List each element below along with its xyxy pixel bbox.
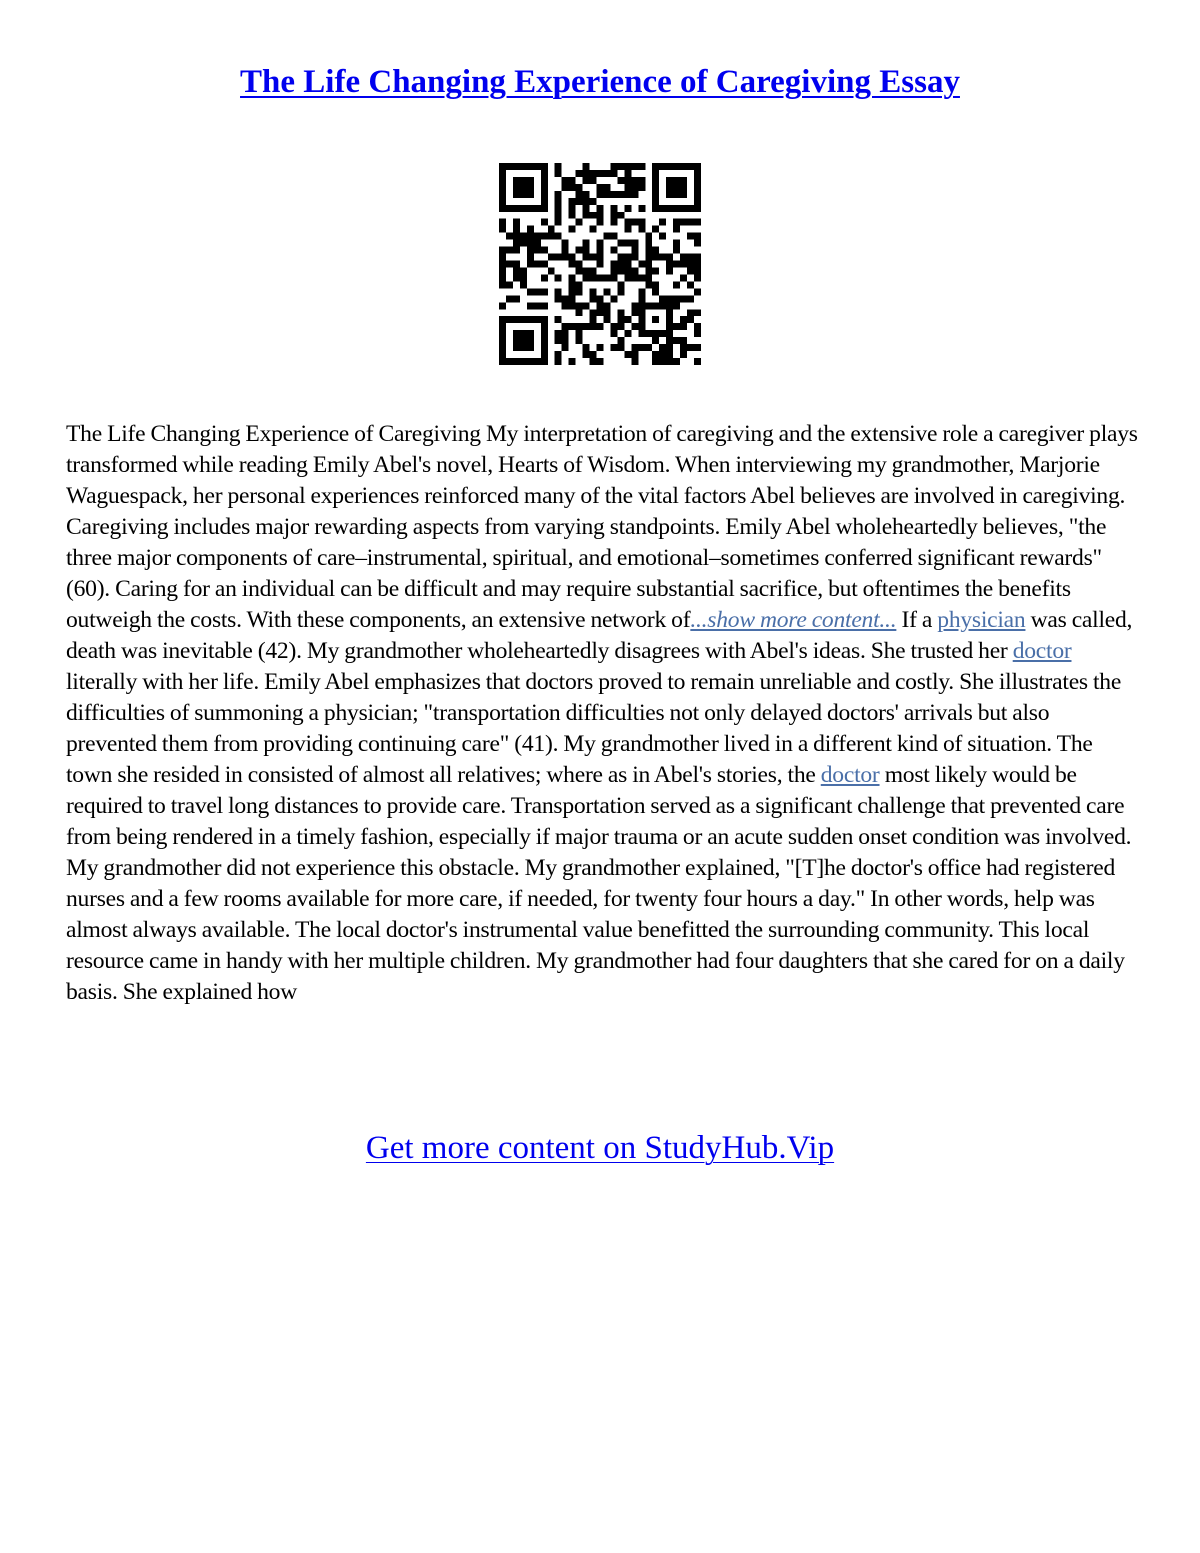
doctor-link-2[interactable]: doctor [820,762,880,788]
doctor-link-1[interactable]: doctor [1012,638,1072,664]
essay-body [66,419,1138,1008]
document-title-link[interactable]: The Life Changing Experience of Caregiving Essay [240,64,960,100]
get-more-content-link[interactable]: Get more content on StudyHub.Vip [365,1130,835,1166]
essay-text-part-4: literally with her life. Emily Abel emphasizes that doctors proved to remain unreliable and costly. She illustrates the difficulties of summoning a physician; "transportation difficulties not only delayed doctors' arrivals but also prevented them from providing continuing care" (41). My grandmother lived in a different kind of situation. The town she resided in consisted of almost all relatives; where as in Abel's stories, the [66,669,1122,788]
show-more-link[interactable]: ...show more content... [690,607,897,633]
essay-text-part-1: The Life Changing Experience of Caregiving My interpretation of caregiving and the extensive role a caregiver plays transformed while reading Emily Abel's novel, Hearts of Wisdom. When interviewing my grandmother, Marjorie Waguespack, her personal experiences reinforced many of the vital factors Abel believes are involved in caregiving. Caregiving includes major rewarding aspects from varying standpoints. Emily Abel wholeheartedly believes, "the three major components of care–instrumental, spiritual, and emotional–sometimes conferred significant rewards" (60). Caring for an individual can be difficult and may require substantial sacrifice, but oftentimes the benefits outweigh the costs. With these components, an extensive network of [66,421,1138,633]
physician-link[interactable]: physician [937,607,1026,633]
qr-code-icon [499,163,701,365]
footer-container [0,1130,1200,1167]
essay-text-part-5: most likely would be required to travel long distances to provide care. Transportation served as a significant challenge that prevented care from being rendered in a timely fashion, especially if major trauma or an acute sudden onset condition was involved. My grandmother did not experience this obstacle. My grandmother explained, "[T]he doctor's office had registered nurses and a few rooms available for more care, if needed, for twenty four hours a day." In other words, help was almost always available. The local doctor's instrumental value benefitted the surrounding community. This local resource came in handy with her multiple children. My grandmother had four daughters that she cared for on a daily basis. She explained how [66,762,1132,1005]
essay-text-part-3: was called, death was inevitable (42). My grandmother wholeheartedly disagrees with Abel's ideas. She trusted her [66,607,1133,664]
title-container [0,64,1200,101]
essay-text-part-2: If a [901,607,933,633]
